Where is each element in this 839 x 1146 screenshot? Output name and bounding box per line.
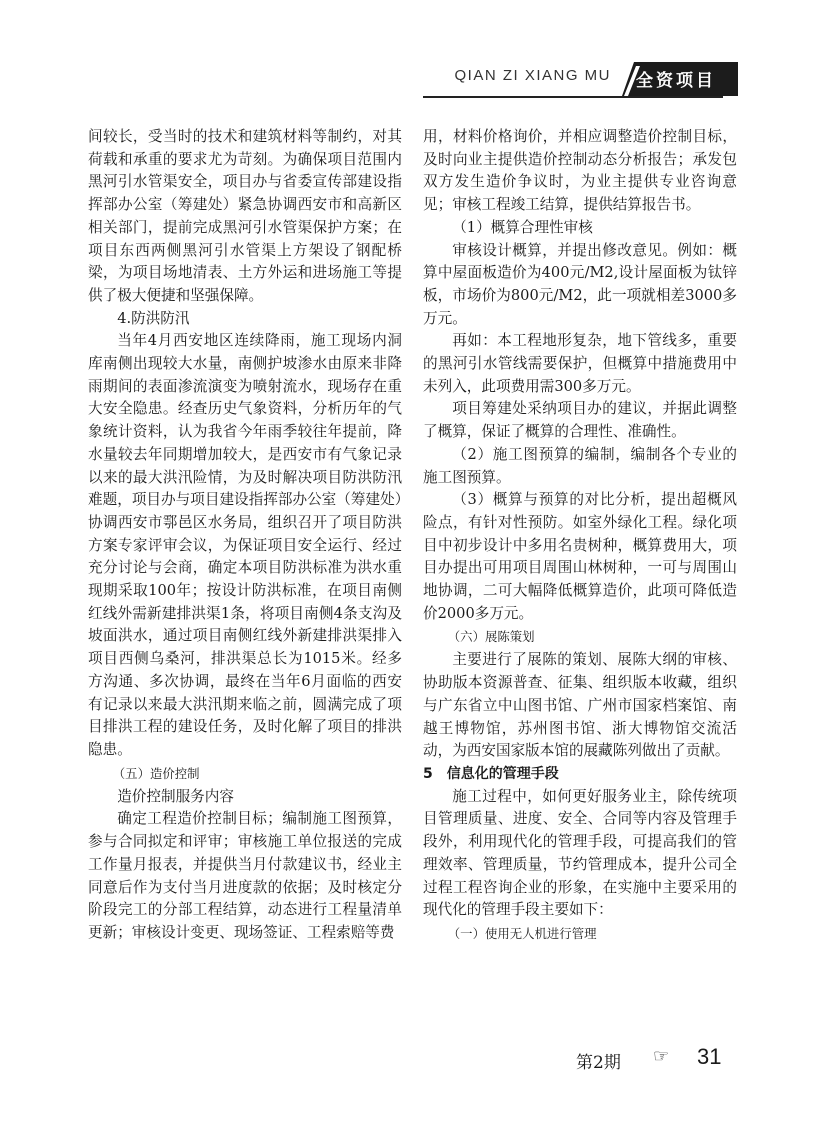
paragraph: 4.防洪防汛 bbox=[117, 309, 190, 327]
header-chinese-title: 全资项目 bbox=[636, 71, 716, 91]
paragraph: 造价控制服务内容 bbox=[117, 787, 234, 805]
header-english-title: QIAN ZI XIANG MU bbox=[454, 67, 611, 84]
paragraph: 当年4月西安地区连续降雨，施工现场内洞库南侧出现较大水量，南侧护坡渗水由原来非降雨期间的表面渗流演变为喷射流水，现场存在重大安全隐患。经查历史气象资料，分析历年的气象统计资料，认为我省今年雨季较往年提前，降水量较去年同期增加较大，是西安市有气象记录以来的最大洪汛险情，为及时解决项目防洪防汛难题，项目办与项目建设指挥部办公室（筹建处）协调西安市鄠邑区水务局，组织召开了项目防洪方案专家评审会议，为保证项目安全运行、经过充分讨论与会商，确定本项目防洪标准为洪水重现期采取100年；按设计防洪标准，在项目南侧红线外需新建排洪渠1条，将项目南侧4条支沟及坡面洪水，通过项目南侧红线外新建排洪渠排入项目西侧乌桑河，排洪渠总长为1015米。经多方沟通、多次协调，最终在当年6月面临的西安有记录以来最大洪汛期来临之前，圆满完成了项目排洪工程的建设任务，及时化解了项目的排洪隐患。 bbox=[88, 332, 402, 758]
paragraph: （2）施工图预算的编制，编制各个专业的施工图预算。 bbox=[423, 445, 737, 486]
issue-label: 第2期 bbox=[576, 1053, 621, 1073]
right-column bbox=[423, 126, 737, 946]
pointing-hand-icon: ☞ bbox=[653, 1046, 670, 1067]
paragraph: （3）概算与预算的对比分析，提出超概风险点，有针对性预防。如室外绿化工程。绿化项目中初步设计中多用名贵树种，概算费用大，项目办提出可用项目周围山林树种，一可与周围山地协调，二可大幅降低概算造价，此项可降低造价2000多万元。 bbox=[423, 491, 737, 622]
paragraph: 用，材料价格询价，并相应调整造价控制目标，及时向业主提供造价控制动态分析报告；承发包双方发生造价争议时，为业主提供专业咨询意见；审核工程竣工结算，提供结算报告书。 bbox=[423, 128, 737, 214]
paragraph: 再如：本工程地形复杂，地下管线多，重要的黑河引水管线需要保护，但概算中措施费用中未列入，此项费用需300多万元。 bbox=[423, 332, 737, 395]
header-rule bbox=[423, 96, 723, 98]
left-column bbox=[88, 126, 402, 945]
paragraph: 审核设计概算，并提出修改意见。例如：概算中屋面板造价为400元/M2,设计屋面板为钛锌板，市场价为800元/M2，此一项就相差3000多万元。 bbox=[423, 241, 737, 327]
page-number: 31 bbox=[697, 1044, 722, 1069]
subsection-heading: （六）展陈策划 bbox=[447, 629, 535, 645]
section-heading: 5 信息化的管理手段 bbox=[423, 765, 559, 782]
paragraph: 主要进行了展陈的策划、展陈大纲的审核、协助版本资源普查、征集、组织版本收藏，组织与广东省立中山图书馆、广州市国家档案馆、南越王博物馆，苏州图书馆、浙大博物馆交流活动，为西安国家版本馆的展藏陈列做出了贡献。 bbox=[423, 651, 737, 760]
paragraph: 间较长，受当时的技术和建筑材料等制约，对其荷载和承重的要求尤为苛刻。为确保项目范围内黑河引水管渠安全，项目办与省委宣传部建设指挥部办公室（筹建处）紧急协调西安市和高新区相关部门，提前完成黑河引水管渠保护方案；在项目东西两侧黑河引水管渠上方架设了钢配桥梁，为项目场地清表、土方外运和进场施工等提供了极大便捷和坚强保障。 bbox=[88, 128, 402, 304]
paragraph: （1）概算合理性审核 bbox=[452, 218, 593, 236]
paragraph: 确定工程造价控制目标；编制施工图预算，参与合同拟定和评审；审核施工单位报送的完成工作量月报表，并提供当月付款建议书，经业主同意后作为支付当月进度款的依据；及时核定分阶段完工的分部工程结算，动态进行工程量清单更新；审核设计变更、现场签证、工程索赔等费 bbox=[88, 810, 402, 941]
subsection-heading: （五）造价控制 bbox=[112, 765, 200, 781]
paragraph: 施工过程中，如何更好服务业主，除传统项目管理质量、进度、安全、合同等内容及管理手段外，利用现代化的管理手段，可提高我们的管理效率、管理质量，节约管理成本，提升公司全过程工程咨询企业的形象，在实施中主要采用的现代化的管理手段主要如下： bbox=[423, 787, 737, 919]
paragraph: 项目筹建处采纳项目办的建议，并据此调整了概算，保证了概算的合理性、准确性。 bbox=[423, 400, 737, 441]
subsection-heading: （一）使用无人机进行管理 bbox=[447, 925, 597, 941]
